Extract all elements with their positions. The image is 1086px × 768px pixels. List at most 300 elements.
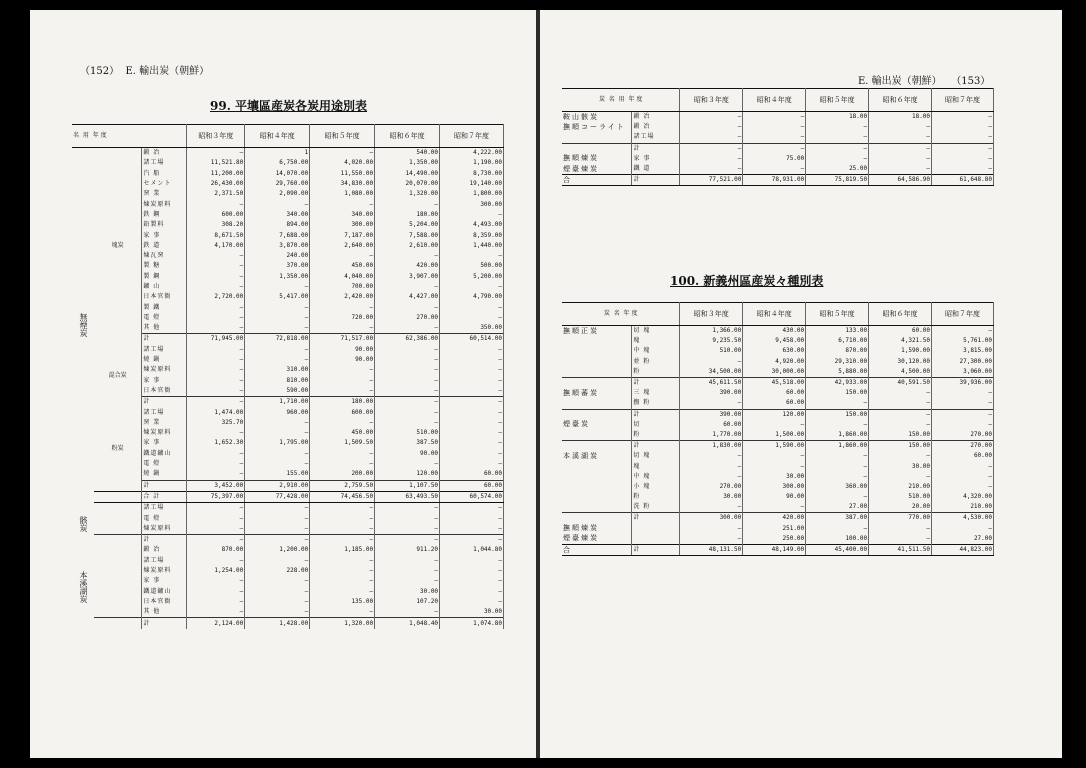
- value-cell: 340.00: [310, 210, 375, 220]
- col-header: 昭和４年度: [743, 303, 806, 326]
- coal-name: [562, 346, 632, 356]
- use-label: 家 事: [142, 576, 187, 586]
- value-cell: —: [187, 576, 245, 586]
- value-cell: —: [245, 576, 310, 586]
- subgroup-label: [94, 586, 142, 596]
- value-cell: —: [932, 112, 994, 123]
- value-cell: 387.00: [806, 513, 869, 524]
- value-cell: 500.00: [440, 261, 504, 271]
- table-row: [562, 388, 994, 398]
- use-label: 窯 業: [142, 189, 187, 199]
- value-cell: —: [310, 148, 375, 159]
- use-label: 鉄 鋼: [142, 210, 187, 220]
- table-row: [562, 441, 994, 452]
- value-cell: 700.00: [310, 282, 375, 292]
- value-cell: 1,200.00: [245, 545, 310, 555]
- value-cell: —: [187, 428, 245, 438]
- value-cell: 5,880.00: [806, 367, 869, 378]
- corner-year: 年: [628, 96, 635, 103]
- value-cell: 540.00: [375, 148, 440, 159]
- value-cell: —: [440, 556, 504, 566]
- value-cell: —: [869, 143, 932, 154]
- right-page-header: [858, 72, 990, 87]
- value-cell: —: [869, 388, 932, 398]
- table-row: [72, 576, 504, 586]
- value-cell: —: [245, 513, 310, 523]
- use-label: 計: [632, 143, 680, 154]
- value-cell: 510.00: [680, 346, 743, 356]
- use-label: [632, 524, 680, 534]
- value-cell: 300.00: [440, 199, 504, 209]
- use-label: 日本官衙: [142, 292, 187, 302]
- value-cell: —: [743, 143, 806, 154]
- use-label: 汽 船: [142, 169, 187, 179]
- table-100-header: [562, 303, 994, 326]
- value-cell: —: [680, 451, 743, 461]
- value-cell: —: [440, 503, 504, 514]
- value-cell: —: [806, 420, 869, 430]
- coal-name: [562, 482, 632, 492]
- value-cell: —: [680, 472, 743, 482]
- value-cell: —: [187, 251, 245, 261]
- value-cell: 75.00: [743, 154, 806, 164]
- value-cell: —: [806, 524, 869, 534]
- table-row: [562, 357, 994, 367]
- value-cell: —: [187, 386, 245, 397]
- use-label: 鑛 山: [142, 282, 187, 292]
- value-cell: 39,936.00: [932, 377, 994, 388]
- value-cell: —: [310, 556, 375, 566]
- value-cell: —: [680, 154, 743, 164]
- value-cell: 1,044.80: [440, 545, 504, 555]
- value-cell: 450.00: [310, 428, 375, 438]
- table-row: [72, 407, 504, 417]
- use-label: 燒 鍋: [142, 355, 187, 365]
- value-cell: 2,610.00: [375, 241, 440, 251]
- value-cell: —: [806, 154, 869, 164]
- value-cell: —: [440, 586, 504, 596]
- corner-name: 名: [613, 310, 620, 317]
- table-row: [562, 122, 994, 132]
- use-label: 電 燈: [142, 513, 187, 523]
- value-cell: —: [932, 154, 994, 164]
- value-cell: —: [375, 524, 440, 535]
- coal-name: [562, 398, 632, 409]
- value-cell: —: [310, 251, 375, 261]
- value-cell: 150.00: [806, 388, 869, 398]
- value-cell: —: [245, 524, 310, 535]
- coal-name: 本溪湖炭: [562, 451, 632, 461]
- value-cell: 1,190.00: [440, 158, 504, 168]
- value-cell: 4,500.00: [869, 367, 932, 378]
- value-cell: —: [440, 313, 504, 323]
- table-99: [72, 124, 504, 629]
- use-label: 煉炭原料: [142, 199, 187, 209]
- value-cell: —: [743, 420, 806, 430]
- value-cell: 2,720.00: [187, 292, 245, 302]
- value-cell: 27,300.00: [932, 357, 994, 367]
- value-cell: 34,830.00: [310, 179, 375, 189]
- value-cell: 20,070.00: [375, 179, 440, 189]
- use-label: 小 塊: [632, 482, 680, 492]
- use-label: 計: [142, 480, 187, 491]
- value-cell: —: [680, 461, 743, 471]
- use-label: 鐵道鑛山: [142, 586, 187, 596]
- value-cell: 960.00: [245, 407, 310, 417]
- value-cell: —: [869, 122, 932, 132]
- value-cell: 1,652.30: [187, 438, 245, 448]
- value-cell: 90.00: [743, 492, 806, 502]
- value-cell: 150.00: [806, 409, 869, 420]
- value-cell: 26,430.00: [187, 179, 245, 189]
- value-cell: 11,550.00: [310, 169, 375, 179]
- value-cell: 4,222.00: [440, 148, 504, 159]
- value-cell: 1,710.00: [245, 397, 310, 408]
- subgroup-label: 塊炭: [94, 148, 142, 345]
- table-row: [72, 503, 504, 514]
- value-cell: —: [440, 513, 504, 523]
- value-cell: —: [869, 409, 932, 420]
- value-cell: 3,907.00: [375, 272, 440, 282]
- value-cell: —: [440, 407, 504, 417]
- use-label: 鍛 冶: [632, 112, 680, 123]
- value-cell: 1,440.00: [440, 241, 504, 251]
- corner-kind: 炭: [603, 310, 610, 317]
- value-cell: 1,048.40: [375, 618, 440, 629]
- value-cell: —: [375, 302, 440, 312]
- value-cell: 1,590.00: [869, 346, 932, 356]
- value-cell: 2,124.00: [187, 618, 245, 629]
- value-cell: 1,795.00: [245, 438, 310, 448]
- value-cell: 60.00: [869, 326, 932, 337]
- value-cell: 300.00: [680, 513, 743, 524]
- use-label: 粉: [632, 430, 680, 441]
- value-cell: 5,204.00: [375, 220, 440, 230]
- value-cell: —: [375, 556, 440, 566]
- value-cell: 180.00: [310, 397, 375, 408]
- value-cell: —: [245, 503, 310, 514]
- value-cell: —: [440, 449, 504, 459]
- value-cell: 60.00: [440, 480, 504, 491]
- value-cell: —: [806, 451, 869, 461]
- value-cell: —: [375, 407, 440, 417]
- table-row: [562, 534, 994, 545]
- use-label: 煉炭原料: [142, 566, 187, 576]
- coal-name: 鞍山骸炭: [562, 112, 632, 123]
- value-cell: 1,474.00: [187, 407, 245, 417]
- value-cell: —: [440, 282, 504, 292]
- value-cell: 60.00: [743, 388, 806, 398]
- subgroup-label: [94, 491, 142, 502]
- table-row: [562, 420, 994, 430]
- value-cell: 2,640.00: [310, 241, 375, 251]
- corner-degree: 度: [631, 310, 638, 317]
- use-label: 諸工場: [632, 132, 680, 143]
- table-row: [72, 345, 504, 355]
- col-header: 昭和７年度: [932, 89, 994, 112]
- use-label: 家 事: [142, 376, 187, 386]
- subgroup-label: [94, 503, 142, 514]
- value-cell: —: [440, 376, 504, 386]
- use-label: 洗 粉: [632, 502, 680, 513]
- use-label: 切: [632, 420, 680, 430]
- corner-name: 名: [73, 132, 80, 139]
- value-cell: 90.00: [375, 449, 440, 459]
- value-cell: —: [440, 534, 504, 545]
- value-cell: 29,760.00: [245, 179, 310, 189]
- value-cell: 770.00: [869, 513, 932, 524]
- value-cell: 60.00: [680, 420, 743, 430]
- value-cell: 420.00: [375, 261, 440, 271]
- use-label: 中 塊: [632, 346, 680, 356]
- subgroup-label: [94, 556, 142, 566]
- table-row: [562, 367, 994, 378]
- value-cell: —: [680, 502, 743, 513]
- value-cell: —: [869, 420, 932, 430]
- value-cell: —: [375, 251, 440, 261]
- value-cell: 2,090.00: [245, 189, 310, 199]
- value-cell: —: [310, 386, 375, 397]
- value-cell: —: [187, 272, 245, 282]
- value-cell: —: [440, 210, 504, 220]
- value-cell: —: [245, 428, 310, 438]
- group-label: 無煙炭: [78, 313, 88, 338]
- col-header: 昭和３年度: [187, 125, 245, 148]
- value-cell: —: [310, 566, 375, 576]
- value-cell: —: [310, 418, 375, 428]
- value-cell: 1,770.00: [680, 430, 743, 441]
- value-cell: —: [245, 282, 310, 292]
- value-cell: —: [310, 449, 375, 459]
- value-cell: 40,591.50: [869, 377, 932, 388]
- value-cell: 4,320.00: [932, 492, 994, 502]
- value-cell: —: [245, 302, 310, 312]
- value-cell: —: [187, 345, 245, 355]
- value-cell: 60,514.00: [440, 334, 504, 345]
- value-cell: 310.00: [245, 365, 310, 375]
- right-page-number: （153）: [951, 76, 991, 87]
- left-page-header: [80, 62, 209, 77]
- use-label: 日本官衙: [142, 386, 187, 397]
- value-cell: —: [932, 388, 994, 398]
- coal-name: 煙臺煉炭: [562, 534, 632, 545]
- table-row: [72, 556, 504, 566]
- value-cell: 30.00: [680, 492, 743, 502]
- value-cell: 30.00: [743, 472, 806, 482]
- use-label: 鉄 道: [142, 241, 187, 251]
- right-page: [540, 10, 1062, 758]
- value-cell: 77,428.00: [245, 491, 310, 502]
- use-label: 計: [632, 513, 680, 524]
- value-cell: —: [806, 472, 869, 482]
- value-cell: 3,870.00: [245, 241, 310, 251]
- value-cell: —: [932, 482, 994, 492]
- value-cell: —: [187, 607, 245, 618]
- coal-name: [562, 492, 632, 502]
- left-page: [30, 10, 536, 758]
- value-cell: —: [187, 302, 245, 312]
- table-row: [562, 524, 994, 534]
- value-cell: 1,080.00: [310, 189, 375, 199]
- value-cell: —: [187, 397, 245, 408]
- table-row: [562, 336, 994, 346]
- use-label: 窯 業: [142, 418, 187, 428]
- value-cell: 270.00: [932, 430, 994, 441]
- table-row: [562, 377, 994, 388]
- value-cell: —: [375, 323, 440, 334]
- value-cell: —: [375, 355, 440, 365]
- use-label: 切 塊: [632, 326, 680, 337]
- value-cell: 71,517.00: [310, 334, 375, 345]
- value-cell: —: [187, 376, 245, 386]
- value-cell: 420.00: [743, 513, 806, 524]
- value-cell: —: [187, 597, 245, 607]
- value-cell: —: [743, 132, 806, 143]
- col-header: 昭和５年度: [806, 303, 869, 326]
- group-label: 骸炭: [78, 515, 88, 532]
- table-row: [562, 112, 994, 123]
- value-cell: —: [869, 132, 932, 143]
- use-label: 諸工場: [142, 503, 187, 514]
- value-cell: —: [440, 418, 504, 428]
- value-cell: 150.00: [869, 430, 932, 441]
- value-cell: —: [245, 597, 310, 607]
- value-cell: —: [440, 576, 504, 586]
- table-row: [562, 472, 994, 482]
- value-cell: —: [440, 345, 504, 355]
- table-row: [562, 482, 994, 492]
- corner-use: 用: [618, 96, 625, 103]
- value-cell: 1,254.00: [187, 566, 245, 576]
- value-cell: 30.00: [869, 461, 932, 471]
- value-cell: 62,386.00: [375, 334, 440, 345]
- value-cell: —: [680, 112, 743, 123]
- value-cell: —: [440, 397, 504, 408]
- value-cell: —: [187, 282, 245, 292]
- value-cell: —: [187, 323, 245, 334]
- value-cell: 270.00: [680, 482, 743, 492]
- value-cell: —: [680, 132, 743, 143]
- value-cell: —: [375, 503, 440, 514]
- value-cell: —: [375, 345, 440, 355]
- value-cell: —: [869, 472, 932, 482]
- use-label: 諸工場: [142, 345, 187, 355]
- value-cell: —: [375, 397, 440, 408]
- value-cell: 325.70: [187, 418, 245, 428]
- value-cell: —: [245, 586, 310, 596]
- table-row: [562, 430, 994, 441]
- coal-name: 撫順煉炭: [562, 524, 632, 534]
- table-row: [562, 175, 994, 186]
- value-cell: —: [806, 132, 869, 143]
- value-cell: —: [310, 376, 375, 386]
- subgroup-label: 混合炭: [94, 345, 142, 408]
- use-label: 計: [632, 441, 680, 452]
- value-cell: —: [440, 365, 504, 375]
- value-cell: —: [680, 164, 743, 175]
- value-cell: —: [869, 451, 932, 461]
- value-cell: —: [187, 524, 245, 535]
- value-cell: —: [310, 524, 375, 535]
- value-cell: 25.00: [806, 164, 869, 175]
- value-cell: 4,040.00: [310, 272, 375, 282]
- value-cell: 48,149.00: [743, 544, 806, 555]
- value-cell: —: [187, 199, 245, 209]
- value-cell: 6,750.00: [245, 158, 310, 168]
- use-label: 煉炭原料: [142, 428, 187, 438]
- value-cell: —: [743, 112, 806, 123]
- value-cell: —: [187, 469, 245, 480]
- value-cell: —: [440, 355, 504, 365]
- value-cell: —: [440, 302, 504, 312]
- value-cell: 1,350.00: [245, 272, 310, 282]
- value-cell: 5,417.00: [245, 292, 310, 302]
- value-cell: 29,310.00: [806, 357, 869, 367]
- value-cell: 4,321.50: [869, 336, 932, 346]
- value-cell: 120.00: [375, 469, 440, 480]
- table-99-header: [72, 125, 504, 148]
- use-label: 鐵道鑛山: [142, 449, 187, 459]
- value-cell: 14,490.00: [375, 169, 440, 179]
- coal-name: [562, 502, 632, 513]
- table-row: [72, 534, 504, 545]
- value-cell: 34,500.00: [680, 367, 743, 378]
- use-label: 家 事: [632, 154, 680, 164]
- use-label: 粉: [632, 492, 680, 502]
- value-cell: —: [440, 251, 504, 261]
- value-cell: —: [187, 148, 245, 159]
- value-cell: 77,521.00: [680, 175, 743, 186]
- coal-name: 撫順煉炭: [562, 154, 632, 164]
- use-label: 鐵 道: [632, 164, 680, 175]
- value-cell: —: [245, 418, 310, 428]
- value-cell: 133.00: [806, 326, 869, 337]
- value-cell: —: [932, 326, 994, 337]
- value-cell: —: [375, 418, 440, 428]
- value-cell: 387.50: [375, 438, 440, 448]
- value-cell: 18.00: [869, 112, 932, 123]
- value-cell: —: [310, 199, 375, 209]
- value-cell: 4,493.00: [440, 220, 504, 230]
- value-cell: —: [869, 164, 932, 175]
- subgroup-label: 粉炭: [94, 407, 142, 491]
- corner-kind: 炭: [598, 96, 605, 103]
- value-cell: —: [440, 438, 504, 448]
- value-cell: —: [440, 524, 504, 535]
- use-label: 日本官衙: [142, 597, 187, 607]
- value-cell: —: [375, 282, 440, 292]
- use-label: 計: [632, 175, 680, 186]
- value-cell: 1,185.00: [310, 545, 375, 555]
- value-cell: —: [375, 534, 440, 545]
- use-label: 鍛 冶: [142, 148, 187, 159]
- value-cell: —: [187, 449, 245, 459]
- coal-name: 合: [562, 544, 632, 555]
- subgroup-label: [94, 597, 142, 607]
- value-cell: 870.00: [806, 346, 869, 356]
- value-cell: 74,456.50: [310, 491, 375, 502]
- coal-name: 撫順正炭: [562, 326, 632, 337]
- value-cell: 2,371.50: [187, 189, 245, 199]
- use-label: 粉: [632, 367, 680, 378]
- value-cell: 600.00: [310, 407, 375, 417]
- value-cell: 600.00: [187, 210, 245, 220]
- value-cell: 155.00: [245, 469, 310, 480]
- value-cell: —: [932, 472, 994, 482]
- value-cell: 340.00: [245, 210, 310, 220]
- value-cell: —: [932, 122, 994, 132]
- value-cell: 1,500.00: [743, 430, 806, 441]
